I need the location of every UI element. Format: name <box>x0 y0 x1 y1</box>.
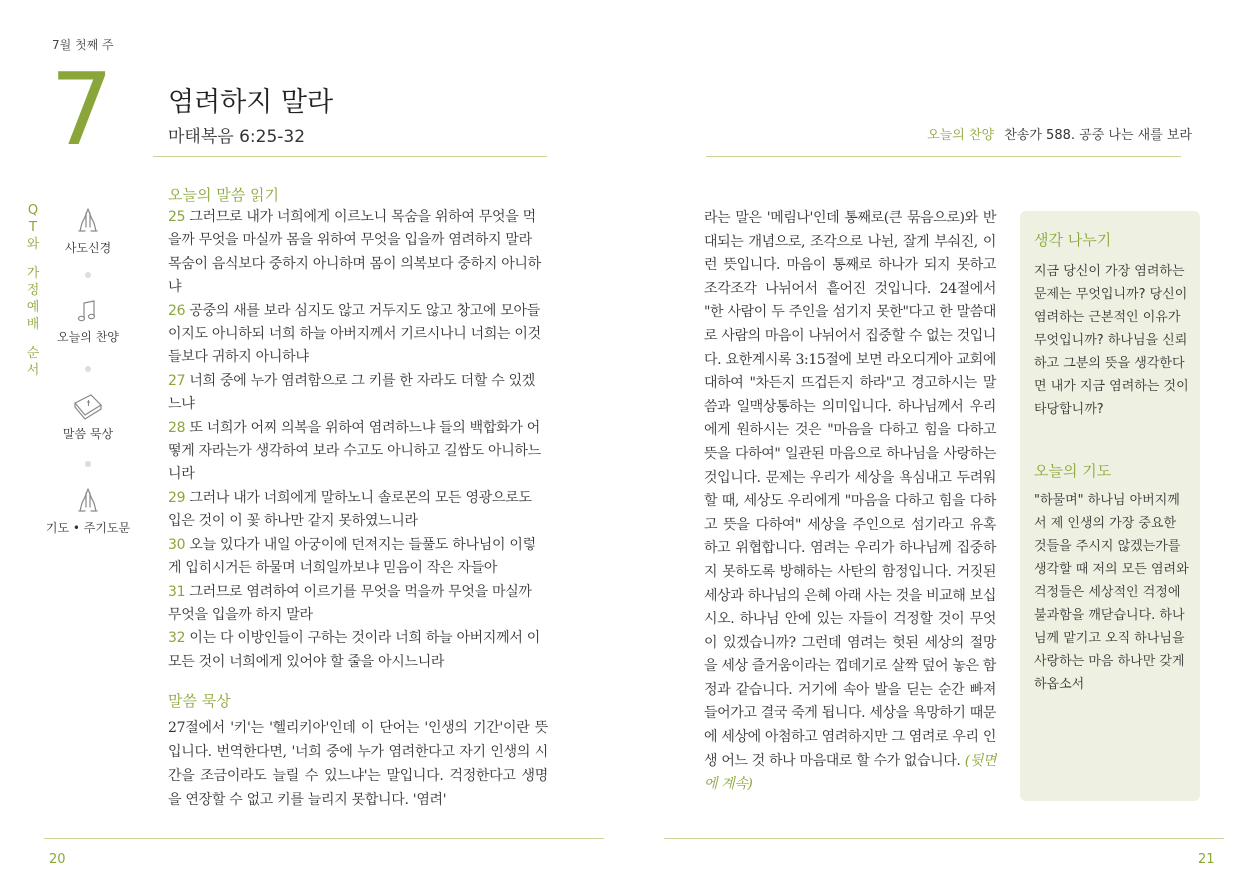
praying-hands-icon <box>73 487 103 515</box>
sidebar-separator-dot <box>85 366 91 372</box>
verse-number: 29 <box>168 489 186 506</box>
footer-divider-left <box>44 838 604 839</box>
sidebar-item-prayer <box>40 487 136 536</box>
day-number: 7 <box>50 51 114 168</box>
vertical-char: 예 <box>26 300 40 315</box>
praying-hands-icon <box>73 207 103 235</box>
sidebar-item-label: 말씀 묵상 <box>62 427 114 441</box>
continued-note: (뒷면에 계속) <box>704 752 996 793</box>
verse-number: 27 <box>168 372 186 389</box>
todays-hymn <box>927 124 1192 143</box>
verse-number: 32 <box>168 630 186 647</box>
hymn-title: 찬송가 588. 공중 나는 새를 보라 <box>1004 128 1192 143</box>
verse-text: 공중의 새를 보라 심지도 않고 거두지도 않고 창고에 모아들이지도 아니하되 너희 하늘 아버지께서 기르시나니 너희는 이것들보다 귀하지 아니하냐 <box>168 302 541 366</box>
meditation-continued <box>704 207 996 797</box>
verse-text: 또 너희가 어찌 의복을 위하여 염려하느냐 들의 백합화가 어떻게 자라는가 생각하여 보라 수고도 아니하고 길쌈도 아니하느니라 <box>168 419 541 483</box>
verse-number: 28 <box>168 419 186 436</box>
vertical-char: T <box>29 220 37 235</box>
vertical-char: Q <box>27 203 39 218</box>
sharing-text: 지금 당신이 가장 염려하는 문제는 무엇입니까? 당신이 염려하는 근본적인 이유가 무엇입니까? 하나님을 신뢰하고 그분의 뜻을 생각한다면 내가 지금 염려하는 것이 타당합니까? <box>1034 264 1189 417</box>
sidebar-item-label: 오늘의 찬양 <box>57 330 119 344</box>
sharing-section <box>1034 229 1190 421</box>
sidebar-separator-dot <box>85 272 91 278</box>
meditation-heading: 말씀 묵상 <box>168 692 231 710</box>
verse-text: 그러나 내가 너희에게 말하노니 솔로몬의 모든 영광으로도 입은 것이 이 꽃 하나만 같지 못하였느니라 <box>168 489 532 530</box>
verses-block <box>168 206 548 674</box>
prayer-text: "하물며" 하나님 아버지께서 제 인생의 가장 중요한 것들을 주시지 않겠는가를 생각할 때 저의 모든 염려와 걱정들은 세상적인 걱정에 불과함을 깨닫습니다. 하나님께 맡기고 오직 하나님을 사랑하는 마음 하나만 갖게 하옵소서 <box>1034 493 1189 692</box>
prayer-heading: 오늘의 기도 <box>1034 462 1112 480</box>
verse-text: 너희 중에 누가 염려함으로 그 키를 한 자라도 더할 수 있겠느냐 <box>168 372 536 413</box>
verse-number: 31 <box>168 583 186 600</box>
meditation-continued-text: 라는 말은 '메림나'인데 통째로(큰 묶음으로)와 반대되는 개념으로, 조각으로 나뉜, 잘게 부숴진, 이런 뜻입니다. 마음이 통째로 하나가 되지 못하고 조각조각 나뉘어서 흩어진 것입니다. 24절에서 "한 사람이 두 주인을 섬기지 못한"다고 한 말씀대로 사람의 마음이 나뉘어서 집중할 수 없는 것입니다. 요한계시록 3:15절에 보면 라오디게아 교회에 대하여 "차든지 뜨겁든지 하라"고 경고하시는 말씀과 일맥상통하는 의미입니다. 하나님께서 우리에게 원하시는 것은 "마음을 다하고 힘을 다하고 뜻을 다하여" 일관된 마음으로 하나님을 사랑하는 것입니다. 문제는 우리가 세상을 욕심내고 두려워할 때, 세상도 우리에게 "마음을 다하고 힘을 다하고 뜻을 다하여" 세상을 주인으로 섬기라고 유혹하고 위협합니다. 염려는 우리가 하나님께 집중하지 못하도록 방해하는 사탄의 함정입니다. 거짓된 세상과 하나님의 은혜 아래 사는 것을 비교해 보십시오. 하나님 안에 있는 자들이 걱정할 것이 무엇이 있겠습니까? 그런데 염려는 헛된 세상의 절망을 세상 즐거움이라는 껍데기로 살짝 덮어 놓은 함정과 같습니다. 거기에 속아 발을 딛는 순간 빠져들어가고 결국 죽게 됩니다. 세상을 욕망하기 때문에 세상에 아첨하고 염려하지만 그 염려로 우리 인생 어느 것 하나 마음대로 할 수가 없습니다. <box>704 210 996 769</box>
vertical-char: 배 <box>26 317 40 332</box>
hymn-label: 오늘의 찬양 <box>927 128 995 143</box>
verse-number: 26 <box>168 302 186 319</box>
header-divider-left <box>153 156 547 157</box>
verse-text: 그러므로 내가 너희에게 이르노니 목숨을 위하여 무엇을 먹을까 무엇을 마실까 몸을 위하여 무엇을 입을까 염려하지 말라 목숨이 음식보다 중하지 아니하며 몸이 의복보다 중하지 아니하냐 <box>168 209 541 296</box>
scripture-reference: 마태복음 6:25-32 <box>168 127 306 147</box>
footer-divider-right <box>664 838 1224 839</box>
sharing-heading: 생각 나누기 <box>1034 231 1112 249</box>
verse-text: 이는 다 이방인들이 구하는 것이라 너희 하늘 아버지께서 이 모든 것이 너희에게 있어야 할 줄을 아시느니라 <box>168 630 540 670</box>
vertical-char: 와 <box>26 237 40 252</box>
verse-text: 오늘 있다가 내일 아궁이에 던져지는 들풀도 하나님이 이렇게 입히시거든 하물며 너희일까보냐 믿음이 작은 자들아 <box>168 536 536 577</box>
prayer-section <box>1034 460 1190 696</box>
bible-book-icon <box>71 391 105 421</box>
page-number-left: 20 <box>49 852 66 867</box>
music-note-icon <box>73 298 103 324</box>
vertical-char: 정 <box>26 283 40 298</box>
verse-number: 25 <box>168 209 186 225</box>
vertical-char: 서 <box>26 363 40 378</box>
sidebar-item-label: 기도 • 주기도문 <box>45 521 131 535</box>
page-number-right: 21 <box>1198 852 1215 867</box>
verse-text: 그러므로 염려하여 이르기를 무엇을 먹을까 무엇을 마실까 무엇을 입을까 하지 말라 <box>168 583 532 623</box>
sidebar-item-apostles-creed <box>40 207 136 256</box>
sidebar-item-meditation <box>40 391 136 442</box>
page-title: 염려하지 말라 <box>168 87 334 118</box>
reading-heading: 오늘의 말씀 읽기 <box>168 186 279 204</box>
sidebar-separator-dot <box>85 461 91 467</box>
week-label: 7월 첫째 주 <box>52 38 114 52</box>
sidebar-item-label: 사도신경 <box>64 241 112 255</box>
meditation-text: 27절에서 '키'는 '헬리키아'인데 이 단어는 '인생의 기간'이란 뜻입니다. 번역한다면, '너희 중에 누가 염려한다고 자기 인생의 시간을 조금이라도 늘릴 수 있느냐'는 말입니다. 걱정한다고 생명을 연장할 수 없고 키를 늘리지 못합니다. '염려' <box>168 720 548 808</box>
vertical-char: 가 <box>26 266 40 281</box>
sidebar-item-todays-hymn <box>40 298 136 345</box>
verse-number: 30 <box>168 536 186 553</box>
header-divider-right <box>706 156 1181 157</box>
vertical-char: 순 <box>26 346 40 361</box>
